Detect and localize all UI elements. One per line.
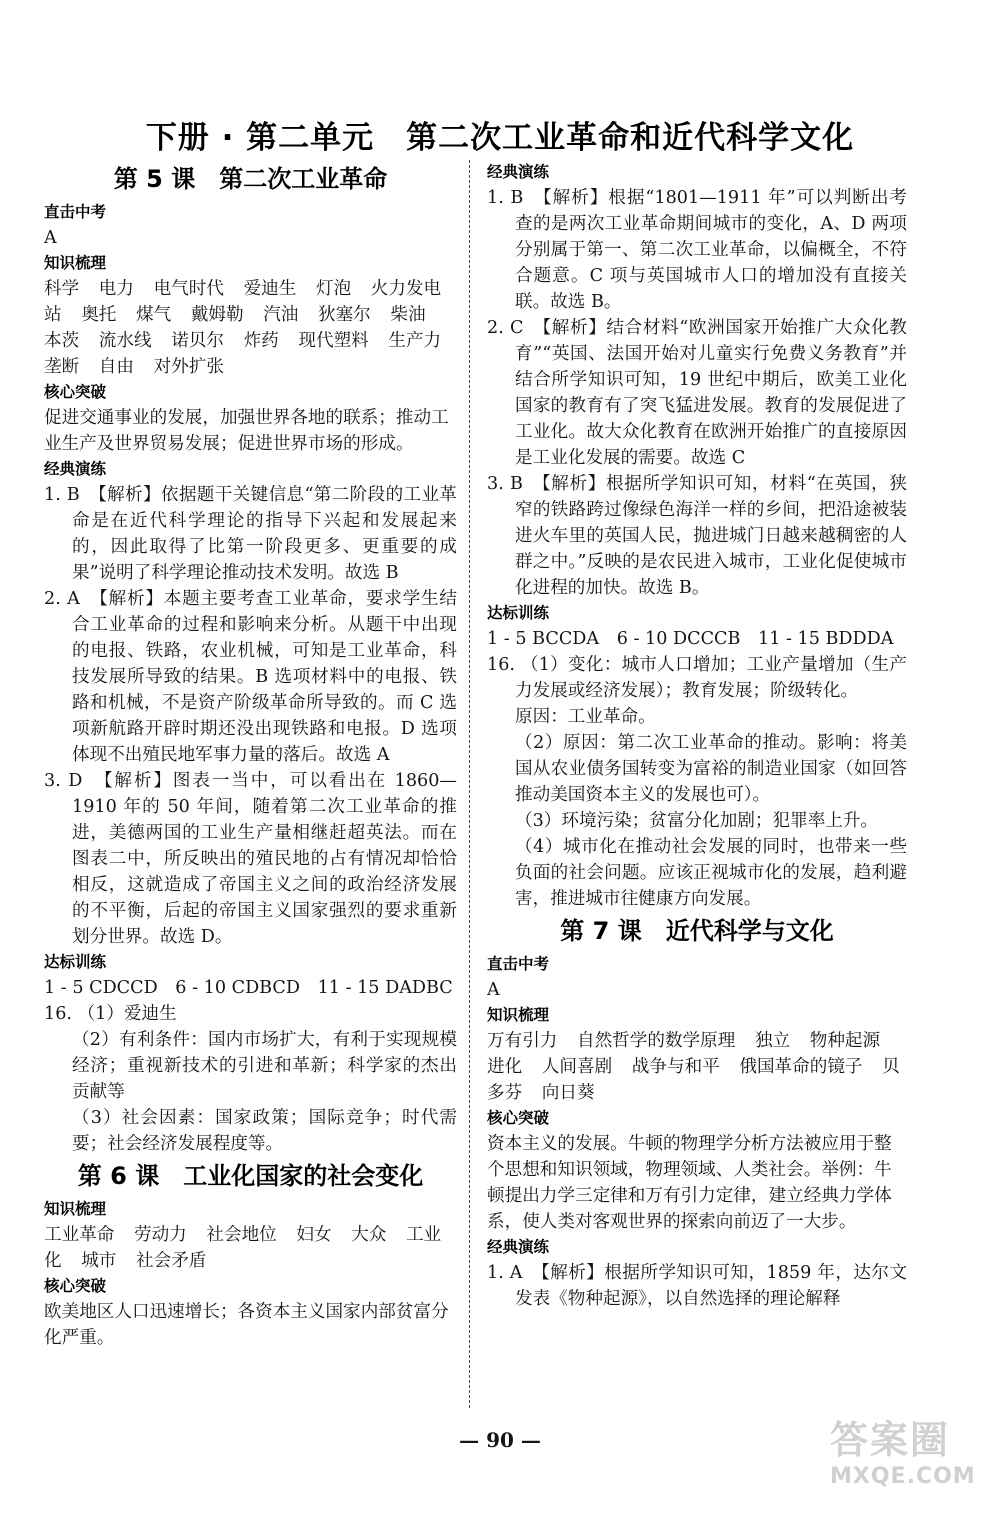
keyword: 大众 <box>351 1225 387 1245</box>
exercise-item: 3. D 【解析】图表一当中，可以看出在 1860—1910 年的 50 年间，随着第二次工业革命的推进，美德两国的工业生产量相继赶超英法。而在图表二中，所反映出的殖民地的占有情况却恰恰相反，这就造成了帝国主义之间的政治经济发展的不平衡，后起的帝国主义国家强烈的要求重新划分世界。故选 D。 <box>44 771 457 947</box>
keyword: 贝多芬 <box>487 1057 900 1103</box>
keyword: 炸药 <box>243 331 279 351</box>
keyword: 独立 <box>754 1031 791 1051</box>
lesson-5-title: 第 5 课 第二次工业革命 <box>113 165 388 193</box>
watermark-url: MXQE.COM <box>830 1464 976 1489</box>
question-16-part: （3）环境污染；贫富分化加剧；犯罪率上升。 <box>515 811 879 831</box>
keyword: 对外扩张 <box>153 357 224 377</box>
question-16-part: （2）有利条件：国内市场扩大，有利于实现规模经济；重视新技术的引进和革新；科学家的杰出贡献等 <box>72 1030 457 1102</box>
core-text: 资本主义的发展。牛顿的物理学分析方法被应用于整个思想和知识领域，物理领域、人类社会。举例：牛顿提出力学三定律和万有引力定律，建立经典力学体系，使人类对客观世界的探索向前迈了一大步。 <box>487 1134 892 1232</box>
section-heading: 经典演练 <box>487 1238 550 1256</box>
question-16-part: （3）社会因素：国家政策；国际竞争；时代需要；社会经济发展程度等。 <box>72 1108 457 1154</box>
keyword: 狄塞尔 <box>317 305 371 325</box>
question-16-part: 原因：工业革命。 <box>515 707 656 727</box>
section-heading: 达标训练 <box>44 953 107 971</box>
keyword: 诺贝尔 <box>171 331 224 351</box>
keyword: 妇女 <box>296 1225 332 1245</box>
keyword-list <box>44 276 457 380</box>
question-16-part: （2）原因：第二次工业革命的推动。影响：将美国从农业债务国转变为富裕的制造业国家（如回答推动美国资本主义的发展也可）。 <box>515 733 907 805</box>
keyword: 奥托 <box>81 305 117 325</box>
keyword: 劳动力 <box>133 1225 187 1245</box>
section-heading: 直击中考 <box>487 955 550 973</box>
keyword: 煤气 <box>136 305 172 325</box>
keyword: 戴姆勒 <box>190 305 244 325</box>
keyword: 流水线 <box>98 331 152 351</box>
keyword: 生产力 <box>388 331 442 351</box>
keyword: 战争与和平 <box>631 1057 720 1077</box>
answer-key: 1 - 5 BCCDA 6 - 10 DCCCB 11 - 15 BDDDA <box>487 629 894 649</box>
keyword: 灯泡 <box>315 279 352 299</box>
keyword: 电气时代 <box>153 279 224 299</box>
keyword: 本茨 <box>44 331 80 351</box>
exercise-item: 1. B 【解析】根据“1801—1911 年”可以判断出考查的是两次工业革命期间城市的变化，A、D 两项分别属于第一、第二次工业革命，以偏概全，不符合题意。C 项与英国城市人口的增加没有直接关联。故选 B。 <box>487 188 907 312</box>
keyword: 物种起源 <box>809 1031 881 1051</box>
keyword: 工业化 <box>44 1225 442 1271</box>
section-heading: 核心突破 <box>44 1277 107 1295</box>
keyword: 自由 <box>98 357 134 377</box>
exercise-item: 1. A 【解析】根据所学知识可知，1859 年，达尔文发表《物种起源》，以自然选择的理论解释 <box>487 1263 907 1309</box>
core-text: 欧美地区人口迅速增长；各资本主义国家内部贫富分化严重。 <box>44 1302 449 1348</box>
question-16-head: 16. （1）变化：城市人口增加；工业产量增加（生产力发展或经济发展）；教育发展；阶级转化。 <box>487 655 907 701</box>
question-16-part: （4）城市化在推动社会发展的同时，也带来一些负面的社会问题。应该正视城市化的发展，趋利避害，推进城市往健康方向发展。 <box>515 837 907 909</box>
section-heading: 知识梳理 <box>44 254 107 272</box>
keyword: 社会矛盾 <box>136 1251 207 1271</box>
section-heading: 知识梳理 <box>44 1200 107 1218</box>
keyword: 爱迪生 <box>243 279 297 299</box>
column-divider <box>469 160 470 1408</box>
keyword: 自然哲学的数学原理 <box>576 1031 736 1051</box>
section-heading: 经典演练 <box>44 460 107 478</box>
answer-text: A <box>44 228 57 248</box>
watermark-logo <box>830 1409 980 1489</box>
section-heading: 知识梳理 <box>487 1006 550 1024</box>
question-16-head: 16. （1）爱迪生 <box>44 1004 177 1024</box>
left-column <box>44 160 457 1420</box>
lesson-7-title: 第 7 课 近代科学与文化 <box>560 917 834 945</box>
keyword: 向日葵 <box>541 1083 595 1103</box>
page-number: — 90 — <box>459 1428 541 1452</box>
answer-text: A <box>487 980 500 1000</box>
section-heading: 达标训练 <box>487 604 550 622</box>
keyword: 垄断 <box>44 357 80 377</box>
lesson-6-title: 第 6 课 工业化国家的社会变化 <box>77 1162 424 1190</box>
exercise-item: 1. B 【解析】依据题干关键信息“第二阶段的工业革命是在近代科学理论的指导下兴起和发展起来的，因此取得了比第一阶段更多、更重要的成果”说明了科学理论推动技术发明。故选 B <box>44 485 457 583</box>
keyword: 城市 <box>81 1251 117 1271</box>
keyword: 科学 <box>44 279 80 299</box>
keyword: 电力 <box>98 279 134 299</box>
keyword: 进化 <box>487 1057 523 1077</box>
section-heading: 核心突破 <box>487 1109 550 1127</box>
section-heading: 直击中考 <box>44 203 107 221</box>
section-heading: 核心突破 <box>44 383 107 401</box>
unit-title: 下册 · 第二单元 第二次工业革命和近代科学文化 <box>145 120 855 156</box>
exercise-item: 3. B 【解析】根据所学知识可知，材料“在英国，狭窄的铁路跨过像绿色海洋一样的乡间，把沿途被装进火车里的英国人民，抛进城门日越来越稠密的人群之中。”反映的是农民进入城市，工业化促使城市化进程的加快。故选 B。 <box>487 474 907 598</box>
keyword: 人间喜剧 <box>541 1057 613 1077</box>
keyword: 火力发电站 <box>44 279 442 325</box>
keyword-list <box>487 1028 907 1106</box>
exercise-item: 2. A 【解析】本题主要考查工业革命，要求学生结合工业革命的过程和影响来分析。从题干中出现的电报、铁路，农业机械，可知是工业革命，科技发展所导致的结果。B 选项材料中的电报、铁路和机械，不是资产阶级革命所导致的。而 C 选项新航路开辟时期还没出现铁路和电报。D 选项体现不出殖民地军事力量的落后。故选 A <box>44 589 457 765</box>
section-heading: 经典演练 <box>487 163 550 181</box>
keyword-list <box>44 1222 457 1274</box>
keyword: 万有引力 <box>487 1031 558 1051</box>
answer-key: 1 - 5 CDCCD 6 - 10 CDBCD 11 - 15 DADBC <box>44 978 453 998</box>
exercise-item: 2. C 【解析】结合材料“欧洲国家开始推广大众化教育”“英国、法国开始对儿童实行免费义务教育”并结合所学知识可知，19 世纪中期后，欧美工业化国家的教育有了突飞猛进发展。教育的发展促进了工业化。故大众化教育在欧洲开始推广的直接原因是工业化发展的需要。故选 C <box>487 318 907 468</box>
watermark-title: 答案圈 <box>830 1418 951 1462</box>
right-column <box>487 160 907 1420</box>
keyword: 汽油 <box>263 305 299 325</box>
keyword: 柴油 <box>390 305 426 325</box>
keyword: 社会地位 <box>206 1225 277 1245</box>
keyword: 工业革命 <box>44 1225 115 1245</box>
keyword: 现代塑料 <box>298 331 369 351</box>
keyword: 俄国革命的镜子 <box>739 1057 863 1077</box>
core-text: 促进交通事业的发展，加强世界各地的联系；推动工业生产及世界贸易发展；促进世界市场的形成。 <box>44 408 449 454</box>
